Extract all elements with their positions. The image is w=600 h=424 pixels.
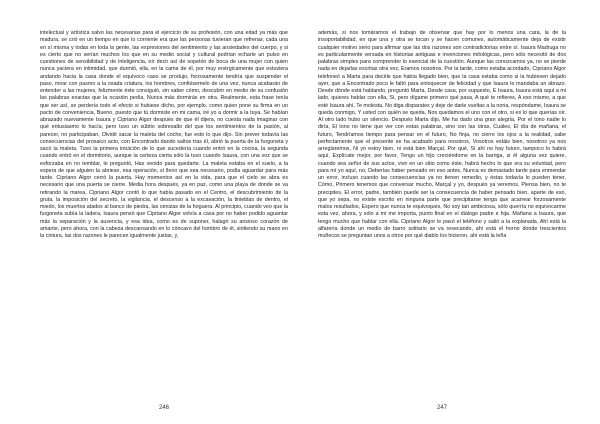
left-page — [40, 30, 288, 412]
right-page-text: además, si nos tomáramos el trabajo de observar que hay por lo menos una cara, la de la insoportabilidad, en que una y otra se tocan y se hacen comunes, automáticamente deja de existir cualquier motivo serio para afirmar que las dos razones son contradictorias entre sí. Isaura Madruga no es particularmente versada en historias antiguas e invenciones mitológicas, pero sólo necesitó de dos palabras simples para comprender lo esencial de la cuestión. Aunque las conozcamos ya, no se pierde nada en dejarlas escritas otra vez, Eramos nosotros. Por la tarde, como estaba acordado, Cipriano Algor telefoneó a Marta para decirle que había llegado bien, que la casa estaba como si la hubiesen dejado ayer, que a Encontrado poco le faltó para enloquecer de felicidad y que Isaura le mandaba un abrazo. Desde dónde está hablando, preguntó Marta, Desde casa, por supuesto, E Isaura, Isaura está aquí a mi lado, quieres hablar con ella, Sí, pero dígame primero qué pasa, A qué te refieres, A eso mismo, a que esté Isaura ahí, Te molesta, No diga disparates y deje de darle vueltas a la noria, respóndame, Isaura se queda conmigo, Y usted con quién se queda, Nos quedamos el uno con el otro, si es lo que querías oír. Al otro lado hubo un silencio. Después Marta dijo, Me ha dado una gran alegría, Por el tono nadie lo diría, El tono no tiene que ver con estas palabras, sino con las otras, Cuáles, El día de mañana, el futuro, Tendríamos tiempo para pensar en el futuro, No finja, no cierre los ojos a la realidad, sabe perfectamente que el presente se ha acabado para nosotros, Vosotros estáis bien, nosotros ya nos arreglaremos, Ni yo estoy bien, ni está bien Marçal, Por qué, Si ahí no hay futuro, tampoco lo habrá aquí, Explícate mejor, por favor, Tengo un hijo creciéndome en la barriga, si él alguna vez quiere, cuando sea señor de sus actos, vivir en un sitio como éste, habrá hecho lo que era su voluntad, pero para mí yo aquí, no, Deberías haber pensado en eso antes, Nunca es demasiado tarde para enmendar un error, incluso cuando las consecuencias ya no tienen remedio, y éstas todavía lo pueden tener, Cómo, Primero tenemos que conversar mucho, Marçal y yo, después ya veremos, Piensa bien, no te precipites, El error, padre, también puede ser la consecuencia de haber pensado bien, aparte de eso, que yo sepa, no existe escrito en ninguna parte que precipitarse tenga que acarrear forzosamente malos resultados, Espero que nunca te equivoques, No soy tan ambiciosa, sólo querría no equivocarme esta vez, ahora, y sólo a mí me importa, punto final en el diálogo padre e hija. Mañana a Isaura, que tengo mucho que hablar con ella. Cipriano Algor le pasó el teléfono y salió a la explanada. Ahí está la alfarería donde un medio de barro solitario se va resecando, ahí está el horno donde trescientos muñecos se preguntan unos a otros por qué diablo los hicieron, ahí está la leña — [318, 30, 566, 239]
left-page-number: 246 — [158, 405, 169, 411]
left-page-text: intelectual y artística salvo las necesarias para el ejercicio de su profesión, con una edad ya más que madura, se crió en un tiempo en que lo corriente era que las personas tuvieran que refrenar, cada una en sí misma y todas en toda la gente, las expresiones del sentimiento y las ansiedades del cuerpo, y si es cierto que no serían muchos los que en su medio social y cultural podrían echarle un pulso en cuestiones de sensibilidad y de inteligencia, oír decir así de sopetón de boca de una mujer con quien nunca yaciera en intimidad, que durmió, ella, en la cama de él, por muy enérgicamente que estuviera andando hacia la casa donde el equívoco caso se produjo, forzosamente tendría que suspender el paso, mirar con pasmo a la osada criatura, los hombres, confiésemelo de una vez, nunca acabarán de entender a las mujeres, felizmente éste consiguió, sin saber cómo, descubrir en medio de su confusión las palabras exactas que la ocasión pedía, Nunca más dormirás en otra. Realmente, esta frase tenía que ser así, se perdería todo el efecto si hubiese dicho, por ejemplo, como quien pone su firma en un pacto de conveniencia, Bueno, puesto que tú dormiste en mi cama, iré yo a dormir a la tuya. Se habían abrazado nuevamente Isaura y Cipriano Algor después de que él dijera, no cuesta nada imaginar con qué entusiasmo lo hacía, pero tuvo un súbito sobresalto del que los sentimientos de la pasión, al parecer, no participaban, Olvidé sacar la maleta del coche, fue esto lo que dijo. Sin prever todavía las consecuencias del prosaico acto, con Encontrado dando saltos tras él, abrió la puerta de la furgoneta y sacó la maleta. Tuvo la primera intuición de lo que sucedería cuando entró en la cocina, la segunda cuando entró en el dormitorio, aunque la certeza cierta sólo la tuvo cuando Isaura, con una voz que se esforzaba en no temblar, le preguntó, Has venido para quedarte. La maleta estaba en el suelo, a la espera de que alguien la abriese, esa operación, sí lleno que sea necesario, podía aguardar para más tarde. Cipriano Algor cerró la puerta. Hay momentos así en la vida, para que el cielo se abra es necesario que una puerta se cierre. Media hora después, ya en paz, como una playa de donde se va retirando la marea, Cipriano Algor contó lo que había pasado en el Centro, el descubrimiento de la gruta, la imposición del secreto, la vigilancia, el descenso a la excavación, la tinieblas de dentro, el miedo, los muertos atados al banco de piedra, las cenizas de la hoguera. Al principio, cuando veo que la furgoneta subía la ladera, Isaura pensó que Cipriano Algor volvía a casa por no haber podido aguantar más la separación y la ausencia, y esa idea, como es de suponer, halagó su ansioso corazón de amante, pero ahora, con la cabeza descansando en lo cóncavo del hombro de él, sintiendo su mano en la cintura, las dos razones le parecen igualmente justas, y, — [40, 30, 288, 239]
right-page-number: 247 — [436, 405, 447, 411]
right-page — [318, 30, 566, 412]
